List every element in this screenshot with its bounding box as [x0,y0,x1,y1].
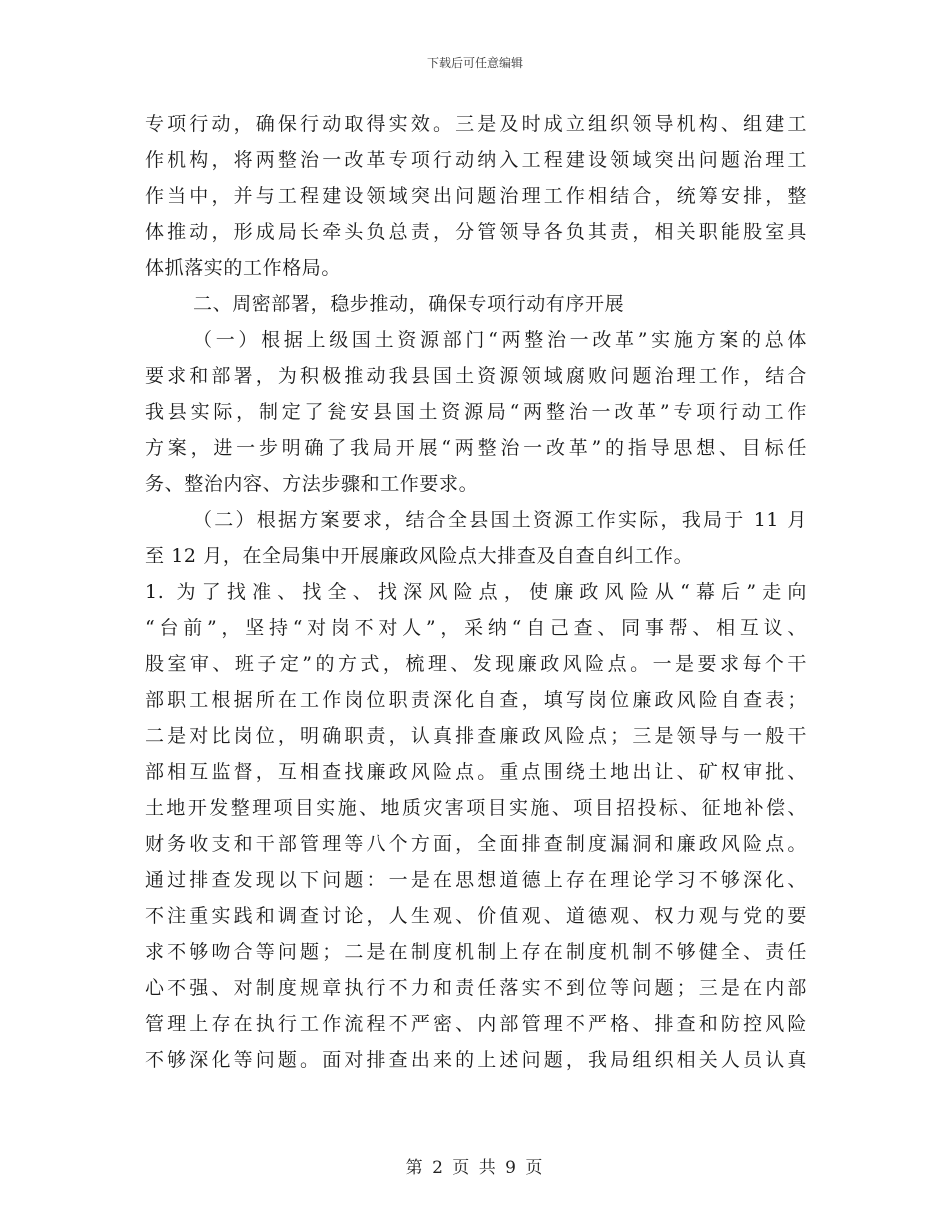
text-line: 二、周密部署，稳步推动，确保专项行动有序开展 [193,293,625,315]
text-line: 财务收支和干部管理等八个方面，全面排查制度漏洞和廉政风险点。 [145,833,807,855]
page-number-footer: 第 2 页 共 9 页 [405,1158,545,1178]
text-line: 方案，进一步明确了我局开展“两整治一改革”的指导思想、目标任 [145,437,807,459]
text-line: （二）根据方案要求，结合全县国土资源工作实际，我局于 11 月 [193,509,807,531]
text-line: 作当中，并与工程建设领域突出问题治理工作相结合，统筹安排，整 [145,185,807,207]
text-line: 专项行动，确保行动取得实效。三是及时成立组织领导机构、组建工 [145,113,807,135]
text-line: 要求和部署，为积极推动我县国土资源领域腐败问题治理工作，结合 [145,365,807,387]
document-body [145,106,807,1078]
text-line: 体推动，形成局长牵头负总责，分管领导各负其责，相关职能股室具 [145,221,807,243]
text-line: 土地开发整理项目实施、地质灾害项目实施、项目招投标、征地补偿、 [145,797,807,819]
text-line: 至 12 月，在全局集中开展廉政风险点大排查及自查自纠工作。 [145,545,694,567]
text-line: 务、整治内容、方法步骤和工作要求。 [145,473,479,495]
text-line: 股室审、班子定”的方式，梳理、发现廉政风险点。一是要求每个干 [145,653,807,675]
text-line: 部职工根据所在工作岗位职责深化自查，填写岗位廉政风险自查表； [145,689,807,711]
text-line: （一）根据上级国土资源部门“两整治一改革”实施方案的总体 [193,329,807,351]
text-line: 二是对比岗位，明确职责，认真排查廉政风险点；三是领导与一般干 [145,725,807,747]
text-line: “台前”，坚持“对岗不对人”，采纳“自己查、同事帮、相互议、 [145,617,807,639]
text-line: 部相互监督，互相查找廉政风险点。重点围绕土地出让、矿权审批、 [145,761,807,783]
text-line: 不够深化等问题。面对排查出来的上述问题，我局组织相关人员认真 [145,1049,807,1071]
text-line: 通过排查发现以下问题：一是在思想道德上存在理论学习不够深化、 [145,869,807,891]
page-header-note: 下载后可任意编辑 [426,56,523,70]
text-line: 1. 为了找准、找全、找深风险点，使廉政风险从“幕后”走向 [145,581,807,603]
text-line: 作机构，将两整治一改革专项行动纳入工程建设领域突出问题治理工 [145,149,807,171]
text-line: 求不够吻合等问题；二是在制度机制上存在制度机制不够健全、责任 [145,941,807,963]
text-line: 我县实际，制定了瓮安县国土资源局“两整治一改革”专项行动工作 [145,401,807,423]
text-line: 体抓落实的工作格局。 [145,257,342,279]
text-line: 不注重实践和调查讨论，人生观、价值观、道德观、权力观与党的要 [145,905,807,927]
text-line: 心不强、对制度规章执行不力和责任落实不到位等问题；三是在内部 [145,977,807,999]
text-line: 管理上存在执行工作流程不严密、内部管理不严格、排查和防控风险 [145,1013,807,1035]
